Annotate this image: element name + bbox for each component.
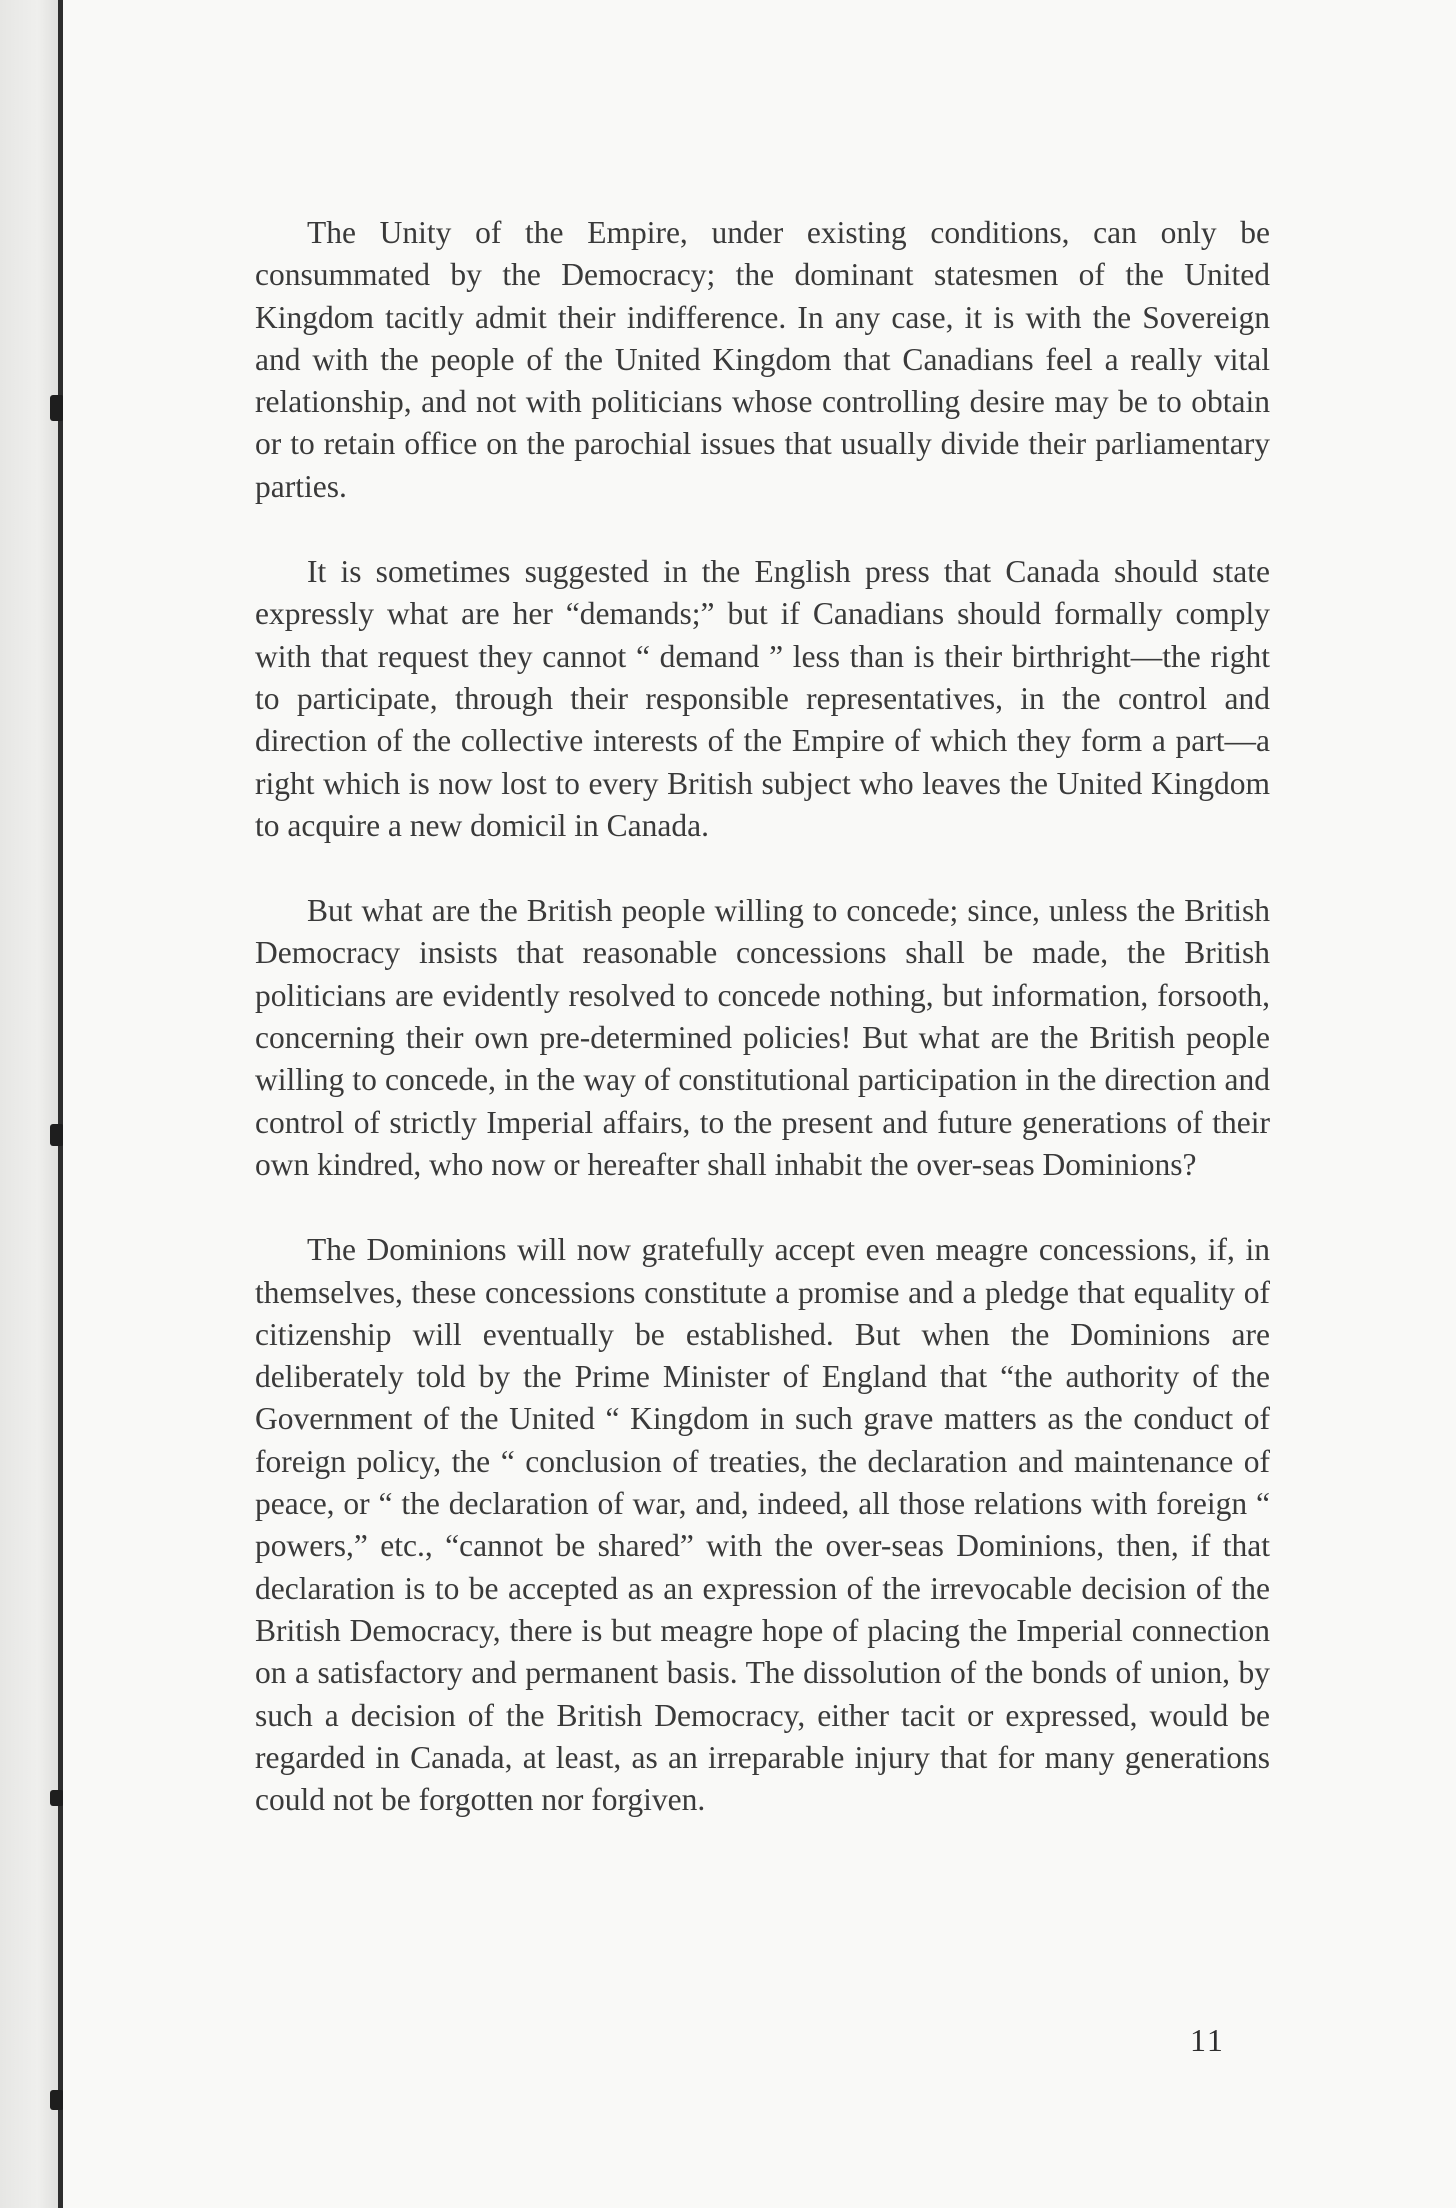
- paragraph-dominions-concessions: The Dominions will now gratefully accept even meagre concessions, if, in themselves, these concessions constitute a promise and a pledge that equality of citizenship will eventually be established. But when the Dominions are deliberately told by the Prime Minister of England that “the authority of the Government of the United “ Kingdom in such grave matters as the conduct of foreign policy, the “ conclusion of treaties, the declaration and maintenance of peace, or “ the declaration of war, and, indeed, all those relations with foreign “ powers,” etc., “cannot be shared” with the over-seas Dominions, then, if that declaration is to be accepted as an expression of the irrevocable decision of the British Democracy, there is but meagre hope of placing the Imperial connection on a satisfactory and permanent basis. The dissolution of the bonds of union, by such a decision of the British Democracy, either tacit or expressed, would be regarded in Canada, at least, as an irreparable injury that for many generations could not be forgotten nor forgiven.: [255, 1232, 1270, 1818]
- page-body-text: [255, 212, 1270, 1864]
- binding-clip-mark: [50, 395, 64, 421]
- binding-clip-mark: [50, 1790, 64, 1806]
- page-number: 11: [1190, 2022, 1225, 2058]
- paragraph-canada-demands: It is sometimes suggested in the English press that Canada should state expressly what are her “demands;” but if Canadians should formally comply with that request they cannot “ demand ” less than is their birthright—the right to participate, through their responsible representatives, in the control and direction of the collective interests of the Empire of which they form a part—a right which is now lost to every British subject who leaves the United Kingdom to acquire a new domicil in Canada.: [255, 554, 1270, 843]
- binding-gutter: [0, 0, 63, 2208]
- paragraph-british-concession: But what are the British people willing to concede; since, unless the British Democracy insists that reasonable concessions shall be made, the British politicians are evidently resolved to concede nothing, but information, forsooth, concerning their own pre-determined policies! But what are the British people willing to concede, in the way of constitutional participation in the direction and control of strictly Imperial affairs, to the present and future generations of their own kindred, who now or hereafter shall inhabit the over-seas Dominions?: [255, 893, 1270, 1182]
- binding-clip-mark: [50, 2090, 64, 2110]
- paragraph-empire-unity: The Unity of the Empire, under existing conditions, can only be consummated by the Democracy; the dominant statesmen of the United Kingdom tacitly admit their indifference. In any case, it is with the Sovereign and with the people of the United Kingdom that Canadians feel a really vital relationship, and not with politicians whose controlling desire may be to obtain or to retain office on the parochial issues that usually divide their parliamentary parties.: [255, 215, 1270, 504]
- binding-clip-mark: [50, 1124, 64, 1146]
